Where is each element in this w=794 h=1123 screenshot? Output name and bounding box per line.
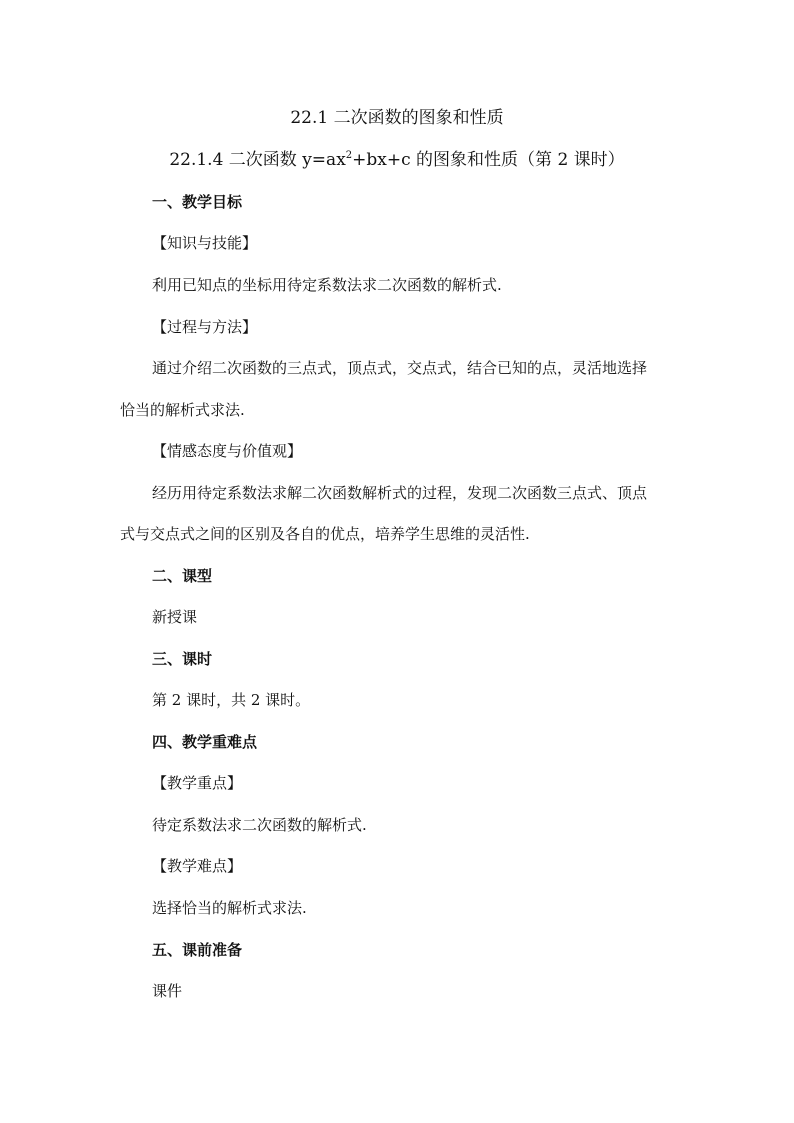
doc-title: 22.1 二次函数的图象和性质 <box>290 108 504 128</box>
text-key-points: 待定系数法求二次函数的解析式. <box>152 816 367 834</box>
section-heading-objectives: 一、教学目标 <box>152 193 243 211</box>
section-heading-class-hours: 三、课时 <box>152 650 213 668</box>
text-emotion-values-line2: 式与交点式之间的区别及各自的优点，培养学生思维的灵活性. <box>120 525 530 543</box>
text-preparation: 课件 <box>152 982 183 1000</box>
text-emotion-values-line1: 经历用待定系数法求解二次函数解析式的过程，发现二次函数三点式、顶点 <box>152 484 648 502</box>
text-class-hours: 第 2 课时，共 2 课时。 <box>152 691 311 709</box>
label-emotion-values: 【情感态度与价值观】 <box>152 442 303 460</box>
label-process-method: 【过程与方法】 <box>152 318 258 336</box>
label-difficult-points: 【教学难点】 <box>152 857 243 875</box>
subtitle-post: +bx+c 的图象和性质（第 2 课时） <box>352 150 625 170</box>
section-heading-lesson-type: 二、课型 <box>152 567 213 585</box>
subtitle-exponent: 2 <box>345 150 353 161</box>
section-heading-key-difficult: 四、教学重难点 <box>152 733 258 751</box>
label-key-points: 【教学重点】 <box>152 774 243 792</box>
text-lesson-type: 新授课 <box>152 608 198 626</box>
subtitle-pre: 22.1.4 二次函数 y=ax <box>169 150 346 170</box>
text-knowledge-skills: 利用已知点的坐标用待定系数法求二次函数的解析式. <box>152 276 502 294</box>
label-knowledge-skills: 【知识与技能】 <box>152 234 258 252</box>
doc-subtitle <box>0 150 794 170</box>
text-process-method-line1: 通过介绍二次函数的三点式，顶点式，交点式，结合已知的点，灵活地选择 <box>152 359 648 377</box>
text-process-method-line2: 恰当的解析式求法. <box>120 401 245 419</box>
section-heading-preparation: 五、课前准备 <box>152 941 243 959</box>
text-difficult-points: 选择恰当的解析式求法. <box>152 899 307 917</box>
